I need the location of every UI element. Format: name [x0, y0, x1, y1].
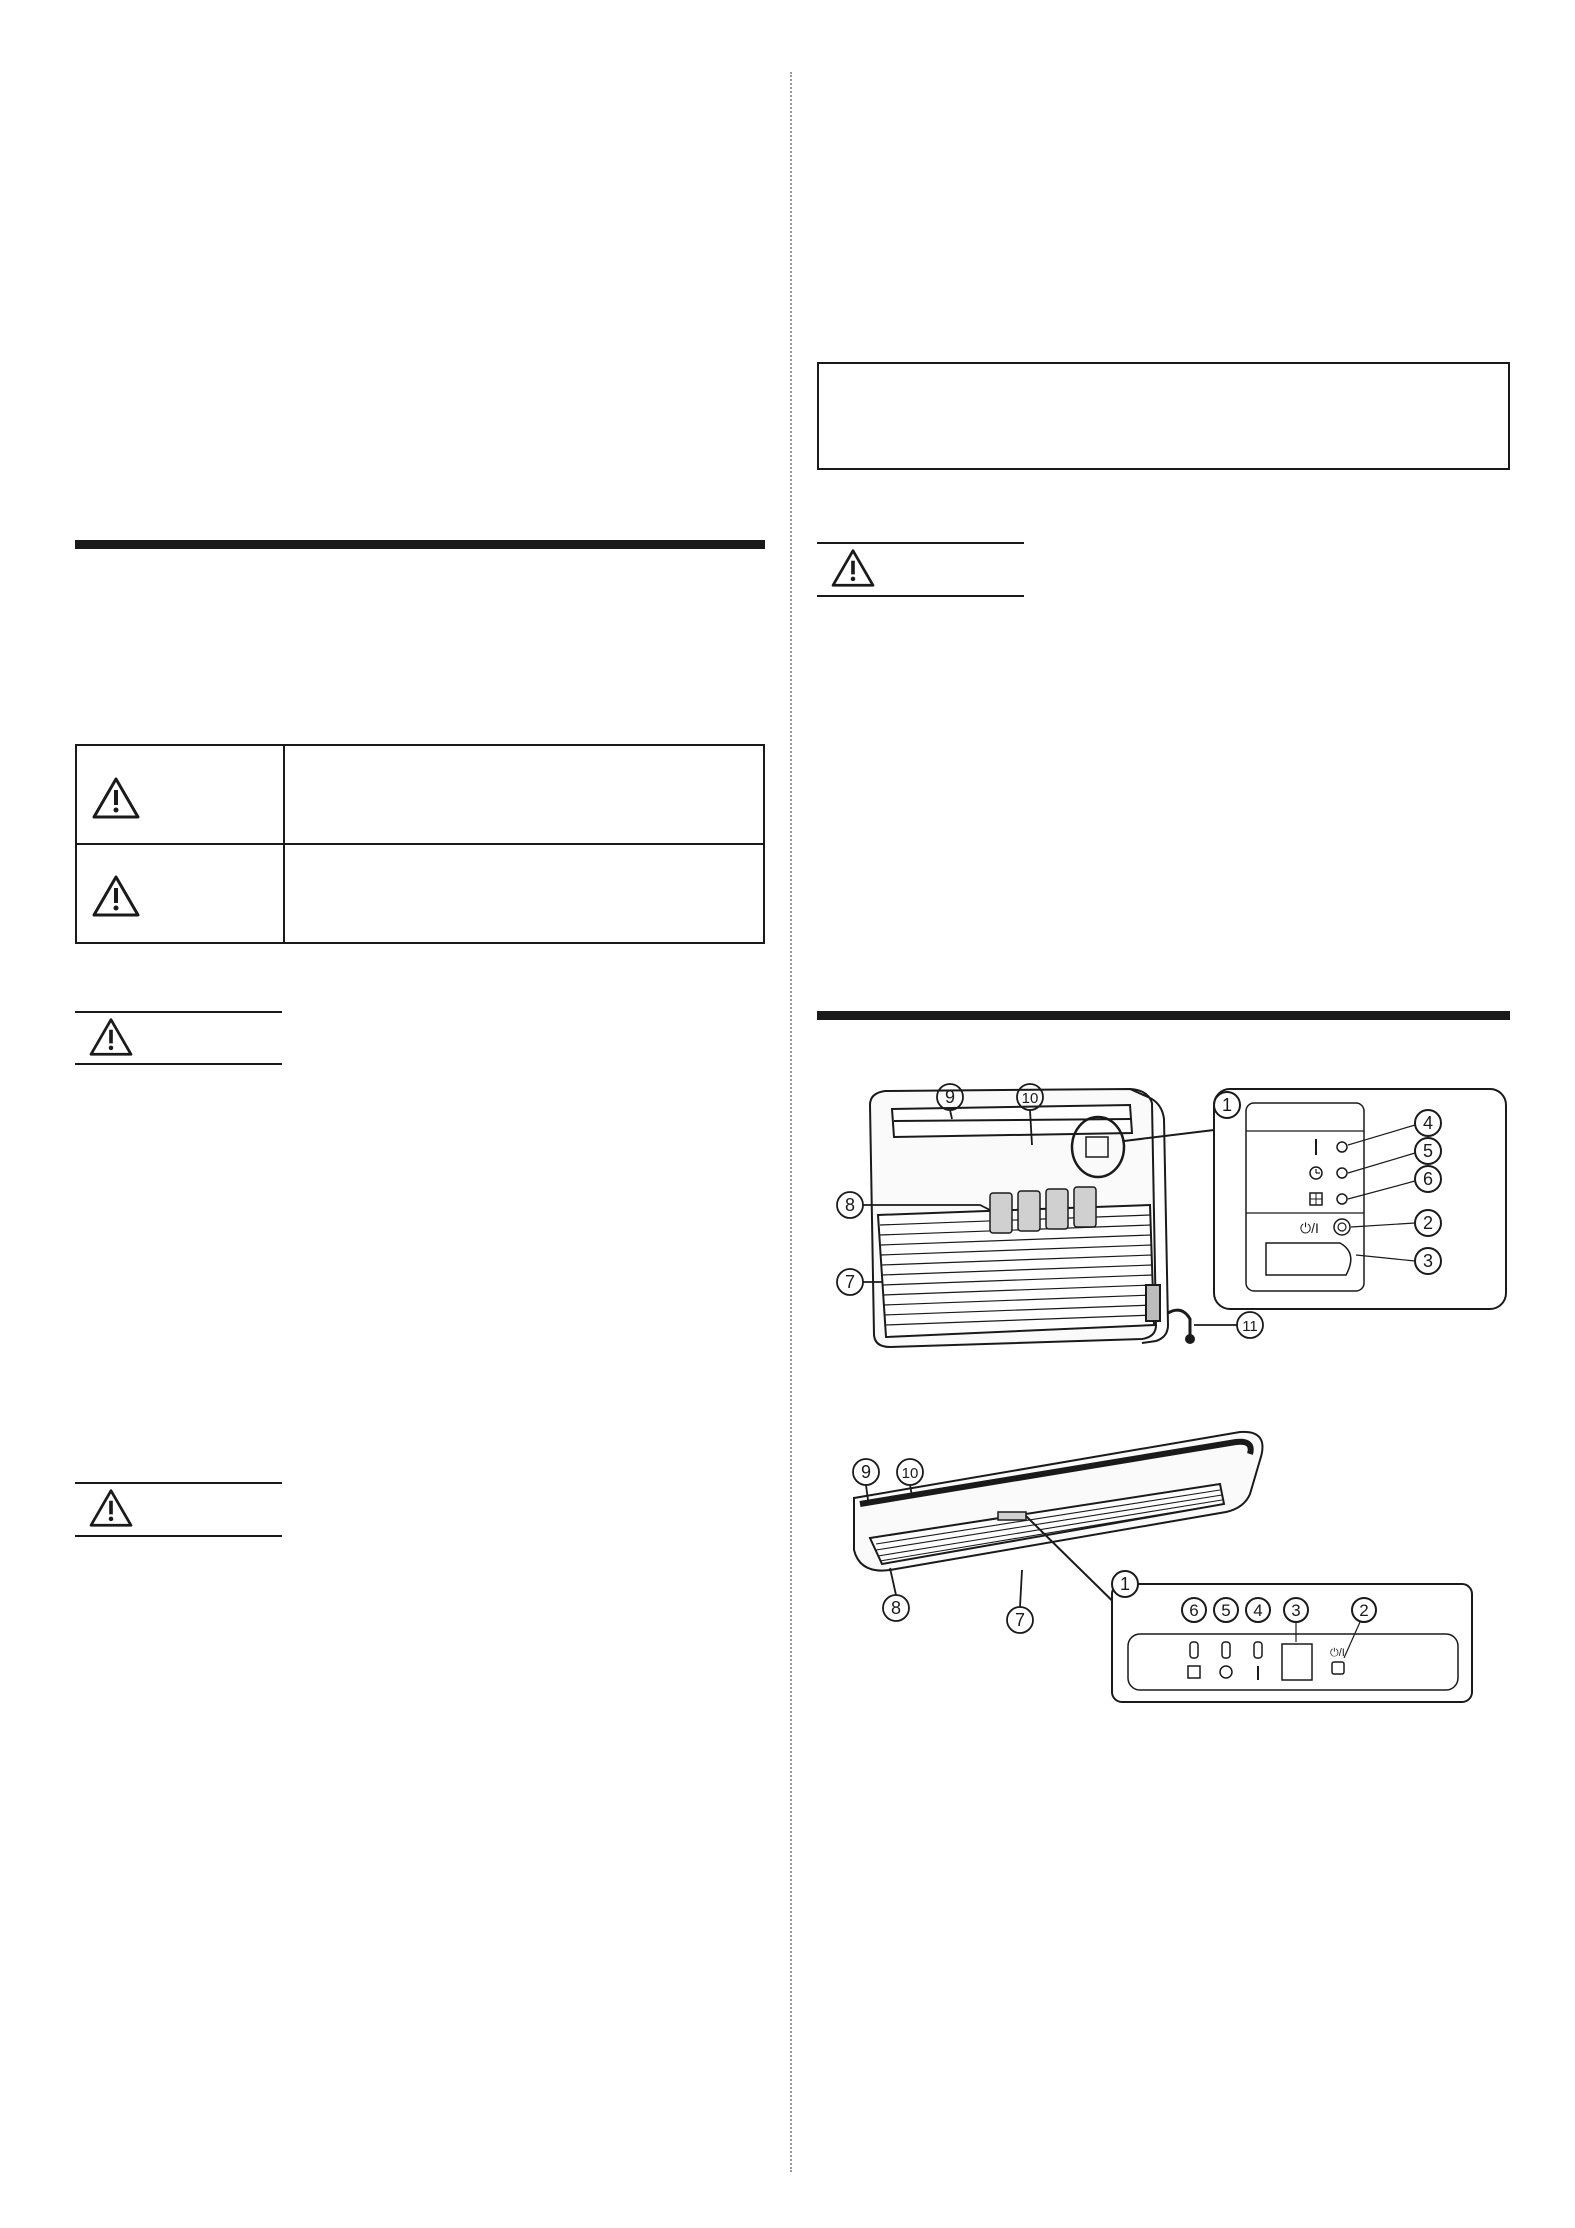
- svg-text:7: 7: [1014, 1610, 1026, 1630]
- ceiling-unit-control-panel: [1112, 1571, 1472, 1702]
- svg-text:8: 8: [890, 1598, 902, 1618]
- svg-text:6: 6: [1189, 1601, 1199, 1620]
- svg-text:3: 3: [1291, 1601, 1301, 1620]
- svg-text:4: 4: [1422, 1113, 1434, 1133]
- svg-text:7: 7: [844, 1272, 856, 1292]
- section-rule-left: [75, 540, 765, 549]
- svg-text:1: 1: [1221, 1095, 1233, 1115]
- svg-text:2: 2: [1359, 1601, 1369, 1620]
- ceiling-unit-figure: [830, 1420, 1510, 1720]
- warning-label-rule-bottom: [817, 595, 1024, 597]
- svg-text:9: 9: [944, 1087, 956, 1107]
- svg-text:11: 11: [1242, 1318, 1258, 1335]
- warning-triangle-icon: [88, 1017, 134, 1057]
- warning-triangle-icon: [91, 776, 141, 820]
- warning-triangle-icon: [88, 1488, 134, 1528]
- warning-label-rule-bottom: [75, 1535, 282, 1537]
- svg-text:3: 3: [1422, 1251, 1434, 1271]
- safety-symbol-table: [75, 744, 765, 944]
- floor-unit-figure: [830, 1075, 1510, 1375]
- svg-text:1: 1: [1119, 1574, 1131, 1594]
- svg-text:9: 9: [860, 1462, 872, 1482]
- power-icon: ⏻/I: [1300, 1220, 1319, 1236]
- power-icon: ⏻/I: [1330, 1647, 1345, 1659]
- svg-text:10: 10: [1021, 1090, 1039, 1107]
- warning-triangle-icon: [830, 548, 876, 588]
- warning-triangle-icon: [91, 874, 141, 918]
- svg-text:2: 2: [1422, 1213, 1434, 1233]
- floor-unit-control-panel: [1214, 1089, 1506, 1309]
- svg-text:5: 5: [1221, 1601, 1231, 1620]
- svg-text:8: 8: [844, 1195, 856, 1215]
- svg-text:5: 5: [1422, 1141, 1434, 1161]
- note-box: [817, 362, 1510, 470]
- warning-label-rule-top: [75, 1482, 282, 1484]
- warning-label-rule-top: [75, 1011, 282, 1013]
- svg-text:4: 4: [1253, 1601, 1263, 1620]
- table-row-separator: [77, 843, 763, 845]
- warning-label-rule-bottom: [75, 1063, 282, 1065]
- section-rule-right: [817, 1011, 1510, 1020]
- floor-unit-body: [870, 1089, 1214, 1347]
- warning-label-rule-top: [817, 542, 1024, 544]
- svg-text:10: 10: [901, 1465, 919, 1482]
- column-divider: [790, 72, 792, 2172]
- svg-text:6: 6: [1422, 1169, 1434, 1189]
